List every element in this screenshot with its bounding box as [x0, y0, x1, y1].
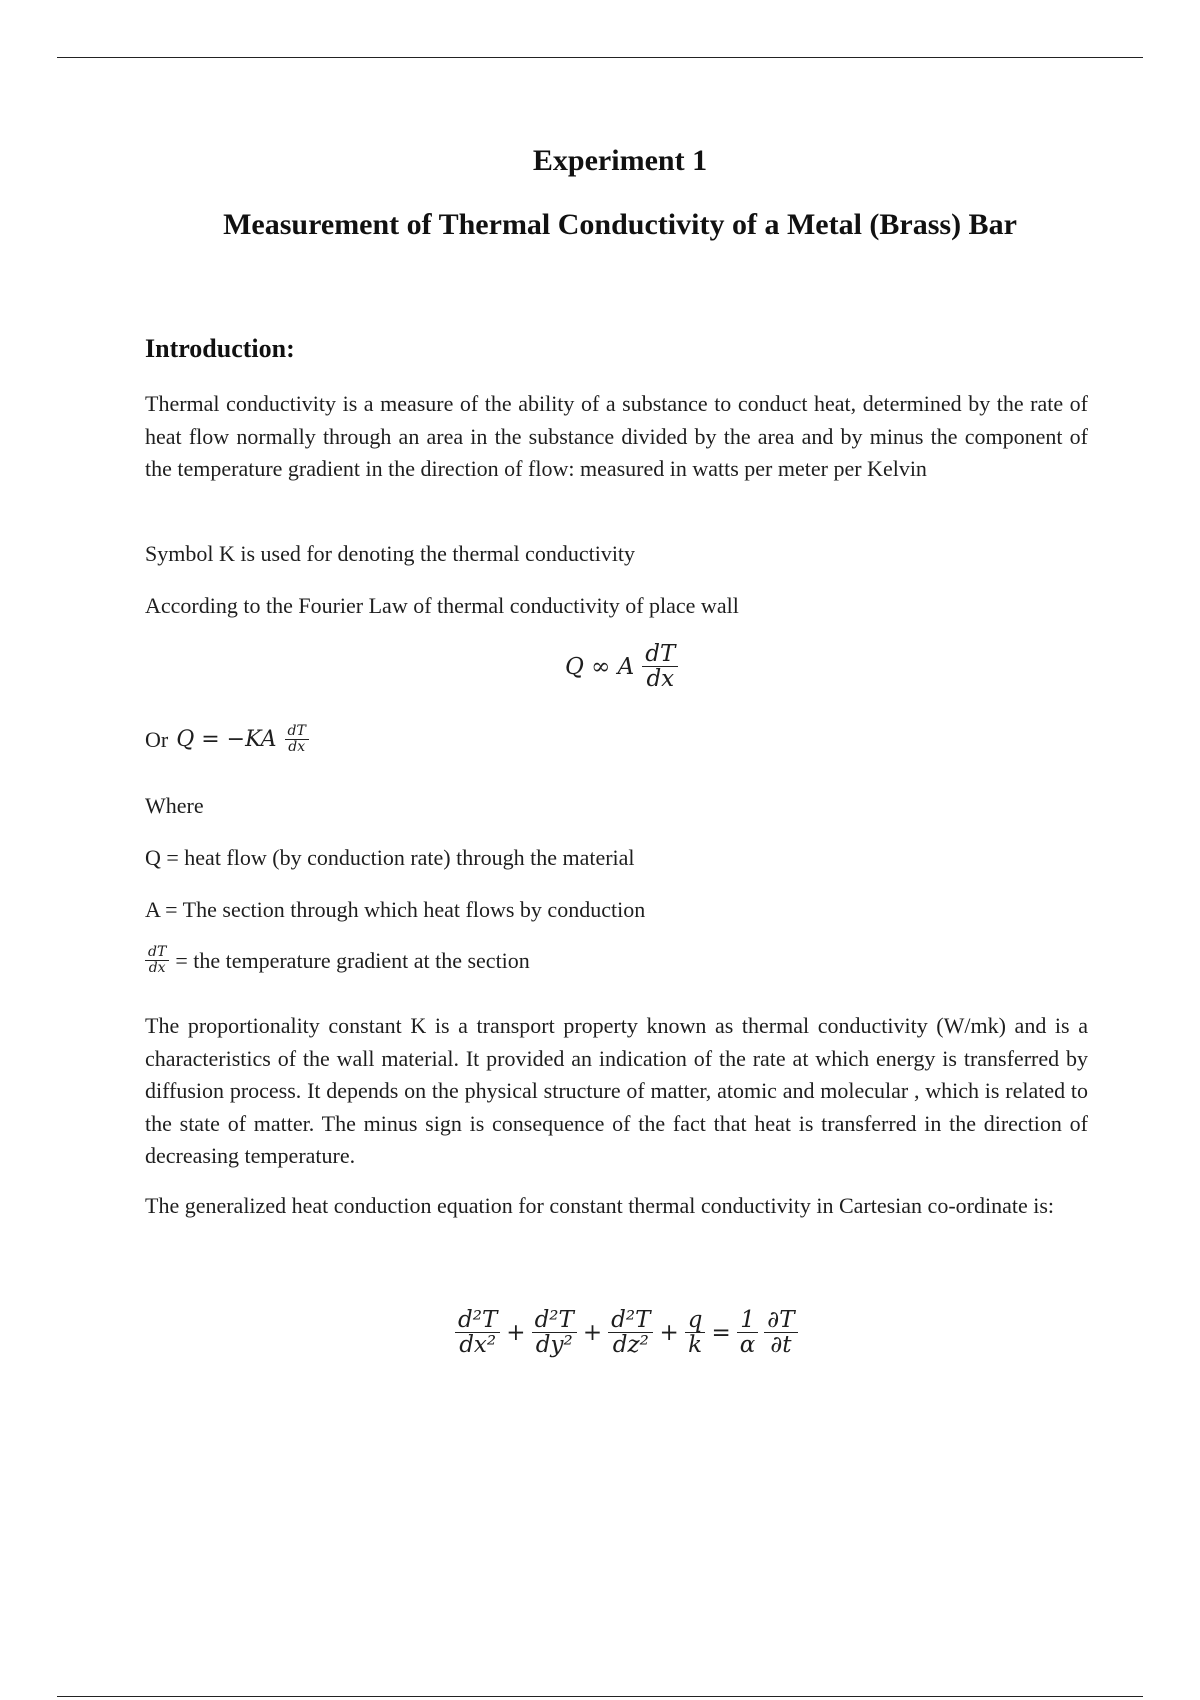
eq2-plus-1: +	[506, 1320, 526, 1347]
eq-or-fraction	[285, 724, 309, 755]
gradient-text: = the temperature gradient at the section	[175, 947, 530, 973]
eq1-fraction	[642, 642, 678, 692]
eq2-term-x-num: d²T	[455, 1308, 500, 1333]
eq2-term-y	[532, 1308, 577, 1358]
eq2-plus-3: +	[659, 1320, 679, 1347]
paragraph-proportionality-constant: The proportionality constant K is a transport property known as thermal conductivity (W/mk) and is a characteristics of the wall material. It provided an indication of the rate at which energy is transferred by diffusion process. It depends on the physical structure of matter, atomic and molecular , which is related to the state of matter. The minus sign is consequence of the fact that heat is transferred in the direction of decreasing temperature.	[145, 1013, 1088, 1168]
experiment-number: Experiment 1	[532, 144, 708, 177]
eq1-numerator: dT	[642, 642, 678, 667]
eq2-rhs-time-derivative	[764, 1308, 797, 1358]
eq2-term-z-num: d²T	[608, 1308, 653, 1333]
eq1-denominator: dx	[646, 666, 675, 693]
gradient-numerator: dT	[145, 945, 169, 961]
eq2-rhs-time-num: ∂T	[764, 1308, 797, 1333]
eq2-term-source	[685, 1308, 706, 1358]
eq2-term-y-den: dy²	[535, 1332, 573, 1359]
eq2-term-x	[455, 1308, 500, 1358]
heat-conduction-equation	[455, 1308, 798, 1358]
introduction-heading: Introduction:	[145, 334, 295, 363]
eq2-equals: =	[711, 1320, 731, 1347]
eq1-lhs: Q ∞ A	[565, 654, 635, 681]
eq-or-denominator: dx	[288, 738, 306, 755]
paragraph-symbol: Symbol K is used for denoting the thermal conductivity	[145, 541, 636, 566]
eq2-term-z-den: dz²	[612, 1332, 649, 1359]
definition-a: A = The section through which heat flows by conduction	[145, 897, 646, 922]
eq2-rhs-diffusivity-den: α	[739, 1332, 756, 1359]
eq2-term-x-den: dx²	[459, 1332, 497, 1359]
gradient-denominator: dx	[148, 959, 166, 976]
eq-or-lhs: Q = −KA	[176, 727, 277, 753]
paragraph-fourier-law: According to the Fourier Law of thermal conductivity of place wall	[145, 593, 739, 618]
eq2-term-z	[608, 1308, 653, 1358]
eq2-term-source-den: k	[688, 1332, 703, 1359]
eq2-term-y-num: d²T	[532, 1308, 577, 1333]
definition-gradient	[145, 945, 530, 976]
gradient-fraction	[145, 945, 169, 976]
eq2-plus-2: +	[582, 1320, 603, 1347]
paragraph-general-equation: The generalized heat conduction equation for constant thermal conductivity in Cartesian co-ordinate is:	[145, 1193, 1055, 1218]
eq2-term-source-num: q	[685, 1308, 706, 1333]
definition-q: Q = heat flow (by conduction rate) through the material	[145, 845, 635, 870]
paragraph-definition: Thermal conductivity is a measure of the ability of a substance to conduct heat, determined by the rate of heat flow normally through an area in the substance divided by the area and by minus the component of the temperature gradient in the direction of flow: measured in watts per meter per Kelvin	[145, 391, 1088, 481]
bottom-rule	[57, 1696, 1143, 1697]
or-label: Or	[145, 726, 169, 752]
eq-or-numerator: dT	[285, 724, 309, 740]
eq2-rhs-time-den: ∂t	[770, 1332, 792, 1359]
top-rule	[57, 57, 1143, 58]
fourier-law-equation	[145, 724, 309, 755]
document-title: Measurement of Thermal Conductivity of a Metal (Brass) Bar	[223, 208, 1017, 241]
eq2-rhs-diffusivity	[737, 1308, 759, 1358]
fourier-proportionality-equation	[565, 642, 678, 692]
eq2-rhs-diffusivity-num: 1	[737, 1308, 758, 1333]
where-label: Where	[145, 793, 204, 818]
